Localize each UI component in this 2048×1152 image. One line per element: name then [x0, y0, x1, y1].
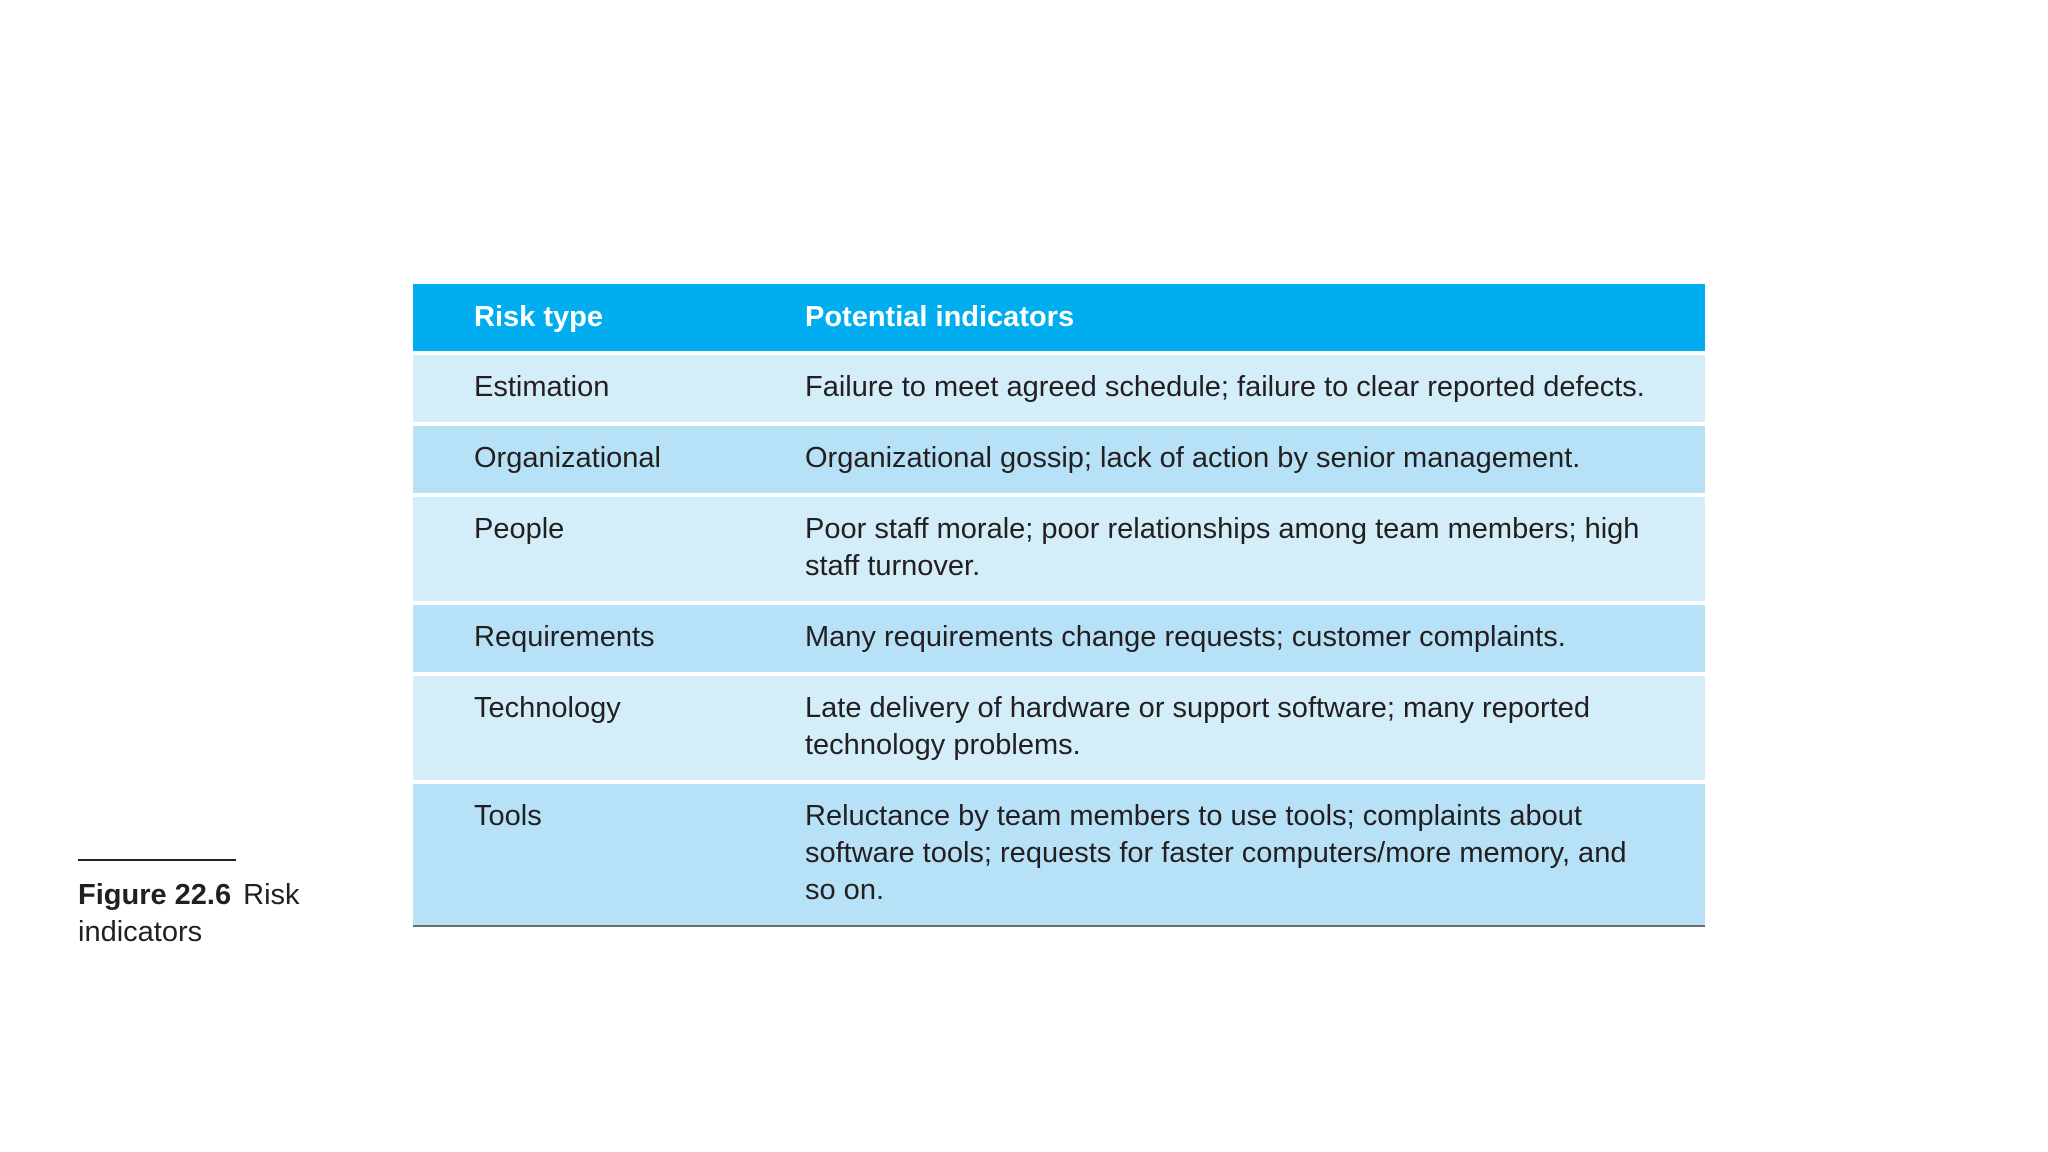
header-risk-type: Risk type: [413, 284, 744, 353]
risk-type-cell: Technology: [413, 674, 744, 782]
table-row: [413, 495, 1705, 603]
table-row: [413, 603, 1705, 674]
indicators-cell: Reluctance by team members to use tools; complaints about software tools; requests for faster computers/more memory, and so on.: [744, 782, 1705, 926]
indicators-cell: Many requirements change requests; customer complaints.: [744, 603, 1705, 674]
risk-type-cell: Estimation: [413, 353, 744, 424]
risk-type-cell: Requirements: [413, 603, 744, 674]
figure-caption: [78, 877, 348, 951]
caption-divider: [78, 859, 236, 861]
risk-type-cell: Tools: [413, 782, 744, 926]
indicators-cell: Failure to meet agreed schedule; failure to clear reported defects.: [744, 353, 1705, 424]
table-row: [413, 353, 1705, 424]
risk-indicators-table: [413, 284, 1705, 927]
risk-type-cell: People: [413, 495, 744, 603]
indicators-cell: Poor staff morale; poor relationships among team members; high staff turnover.: [744, 495, 1705, 603]
indicators-cell: Organizational gossip; lack of action by senior management.: [744, 424, 1705, 495]
table-row: [413, 782, 1705, 926]
figure-title: Risk indicators: [78, 879, 300, 948]
table-row: [413, 674, 1705, 782]
figure-number: Figure 22.6: [78, 879, 232, 911]
table-header-row: [413, 284, 1705, 353]
indicators-cell: Late delivery of hardware or support software; many reported technology problems.: [744, 674, 1705, 782]
header-potential-indicators: Potential indicators: [744, 284, 1705, 353]
table-row: [413, 424, 1705, 495]
risk-type-cell: Organizational: [413, 424, 744, 495]
